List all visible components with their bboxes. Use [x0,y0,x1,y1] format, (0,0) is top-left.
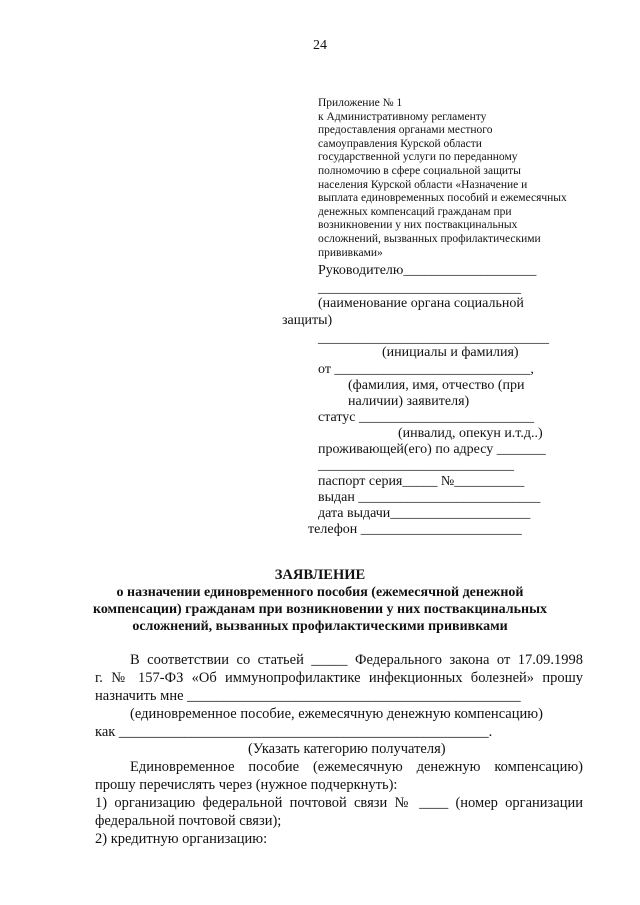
appendix-block [318,97,598,260]
appendix-line: населения Курской области «Назначение и [318,178,528,191]
statement-subtitle: осложнений, вызванных профилактическими прививками [132,619,508,634]
option-line: 2) кредитную организацию: [95,831,268,847]
body-line: Единовременное пособие (ежемесячную денежную компенсацию) [130,759,583,775]
option-line: федеральной почтовой связи); [95,813,282,829]
body-line: прошу перечислять через (нужное подчеркнуть): [95,777,398,793]
appendix-line: полномочию в сфере социальной защиты [318,164,521,177]
appendix-line: к Административному регламенту [318,110,487,123]
appendix-line: прививками» [318,246,383,259]
page-number: 24 [313,38,327,53]
category-hint: (Указать категорию получателя) [248,741,446,757]
passport-line: паспорт серия_____ №__________ [318,474,525,489]
addressee-blank-line: _________________________________ [318,331,549,346]
benefit-hint: (единовременное пособие, ежемесячную денежную компенсацию) [130,706,543,722]
addressee-head-to: Руководителю___________________ [318,263,537,278]
statement-title: ЗАЯВЛЕНИЕ [274,567,366,583]
as-line: как ___________________________________________________. [95,724,493,740]
from-line: от ____________________________, [318,362,534,377]
phone-line: телефон _______________________ [308,522,522,537]
appendix-line: государственной услуги по переданному [318,151,518,164]
statement-subtitle: о назначении единовременного пособия (ежемесячной денежной [116,585,524,600]
appendix-line: денежных компенсаций гражданам при [318,205,512,218]
address-blank-line: ____________________________ [318,458,514,473]
body-line: г. № 157-ФЗ «Об иммунопрофилактике инфекционных болезней» прошу [95,670,583,686]
appendix-line: осложнений, вызванных профилактическими [318,232,541,245]
organ-hint: (наименование органа социальной [318,296,524,311]
body-line: назначить мне ______________________________________________ [95,688,521,704]
address-line: проживающей(его) по адресу _______ [318,442,546,457]
initials-hint: (инициалы и фамилия) [382,345,519,360]
appendix-line: предоставления органами местного [318,124,493,137]
status-line: статус _________________________ [318,410,535,425]
fio-hint-cont: наличии) заявителя) [348,394,470,409]
appendix-line: выплата единовременных пособий и ежемесячных [318,192,567,205]
issue-date-line: дата выдачи____________________ [318,506,531,521]
option-line: 1) организацию федеральной почтовой связи № ____ (номер организации [95,795,583,811]
organ-hint-cont: защиты) [282,313,333,328]
statement-subtitle: компенсации) гражданам при возникновении у них поствакцинальных [92,602,548,617]
issued-line: выдан __________________________ [318,490,541,505]
fio-hint: (фамилия, имя, отчество (при [348,378,525,393]
status-hint: (инвалид, опекун и.т.д..) [398,426,543,441]
addressee-blank-line: _____________________________ [318,281,521,296]
appendix-line: возникновении у них поствакцинальных [318,219,518,232]
appendix-line: самоуправления Курской области [318,137,482,150]
body-line: В соответствии со статьей _____ Федерального закона от 17.09.1998 [130,652,583,668]
appendix-line: Приложение № 1 [318,97,403,109]
